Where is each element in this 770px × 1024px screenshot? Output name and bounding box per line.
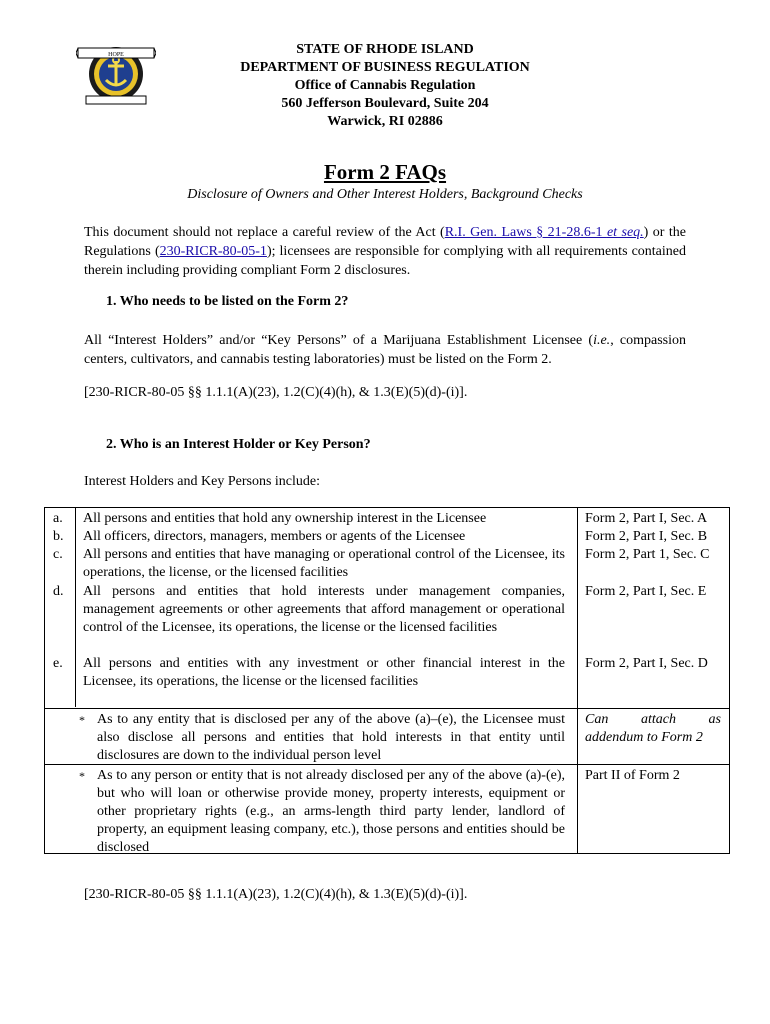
row-letter: d. — [53, 584, 64, 599]
street-address: 560 Jefferson Boulevard, Suite 204 — [281, 96, 489, 111]
question-2: 2. Who is an Interest Holder or Key Person? — [106, 437, 371, 452]
question-1: 1. Who needs to be listed on the Form 2? — [106, 294, 349, 309]
page-subtitle: Disclosure of Owners and Other Interest Holders, Background Checks — [187, 187, 583, 202]
table-divider — [45, 708, 729, 709]
row-letter: a. — [53, 511, 63, 526]
regulations-link[interactable]: 230-RICR-80-05-1 — [159, 244, 267, 259]
row-form-reference: Form 2, Part 1, Sec. C — [585, 547, 710, 562]
office-name: Office of Cannabis Regulation — [294, 78, 476, 93]
city-address: Warwick, RI 02886 — [327, 114, 443, 129]
department-name: DEPARTMENT OF BUSINESS REGULATION — [240, 60, 530, 75]
intro-paragraph: This document should not replace a careful review of the Act (R.I. Gen. Laws § 21-28.6-1 et seq.) or the Regulations (230-RICR-80-05-1); licensees are responsible for complying with all requirements contained therein including providing compliant Form 2 disclosures. — [84, 225, 686, 278]
note-form-reference: Can attach as addendum to Form 2 — [585, 712, 721, 745]
row-form-reference: Form 2, Part I, Sec. E — [585, 584, 707, 599]
row-description: All persons and entities that hold any ownership interest in the Licensee — [83, 511, 487, 526]
page-title: Form 2 FAQs — [323, 160, 447, 184]
row-form-reference: Form 2, Part I, Sec. B — [585, 529, 708, 544]
note-item: * As to any person or entity that is not already disclosed per any of the above (a)-(e), but who will loan or otherwise provide money, property interests, equipment or other proprietary rights (e.g., an arms-length third party lender, landlord of property, an equipment leasing company, etc.), those persons and entities should be disclosed — [79, 768, 565, 855]
holders-intro: Interest Holders and Key Persons include: — [84, 474, 320, 489]
table-divider — [75, 508, 76, 707]
seal-banner-text: HOPE — [108, 52, 124, 58]
row-description: All officers, directors, managers, members or agents of the Licensee — [83, 529, 466, 544]
act-link[interactable]: R.I. Gen. Laws § 21-28.6-1 et seq. — [444, 225, 644, 240]
state-name: STATE OF RHODE ISLAND — [296, 42, 474, 57]
note-item: * As to any entity that is disclosed per any of the above (a)–(e), the Licensee must also disclose all persons and entities that hold interests in that entity until disclosures are down to the individual person level — [79, 712, 565, 763]
answer-1: All “Interest Holders” and/or “Key Persons” of a Marijuana Establishment Licensee (i.e., compassion centers, cultivators, and cannabis testing laboratories) must be listed on the Form 2. — [84, 333, 686, 367]
asterisk-icon: * — [79, 713, 85, 727]
interest-holders-table — [44, 507, 730, 854]
row-form-reference: Form 2, Part I, Sec. D — [585, 656, 708, 671]
row-letter: e. — [53, 656, 63, 671]
asterisk-icon: * — [79, 769, 85, 783]
row-letter: c. — [53, 547, 63, 562]
row-form-reference: Form 2, Part I, Sec. A — [585, 511, 708, 526]
row-description: All persons and entities that have managing or operational control of the Licensee, its operations, the license, or the licensed facilities — [83, 547, 565, 580]
citation-2: [230-RICR-80-05 §§ 1.1.1(A)(23), 1.2(C)(4)(h), & 1.3(E)(5)(d)-(i)]. — [84, 887, 468, 902]
citation-1: [230-RICR-80-05 §§ 1.1.1(A)(23), 1.2(C)(4)(h), & 1.3(E)(5)(d)-(i)]. — [84, 385, 468, 400]
row-description: All persons and entities with any investment or other financial interest in the Licensee, its operations, the license or the licensed facilities — [83, 656, 565, 689]
table-divider — [577, 508, 578, 853]
note-form-reference: Part II of Form 2 — [585, 768, 680, 783]
row-description: All persons and entities that hold interests under management companies, management agreements or other agreements that afford management or operational control of the Licensee, its operations, the license or the licensed facilities — [83, 584, 565, 635]
row-letter: b. — [53, 529, 64, 544]
